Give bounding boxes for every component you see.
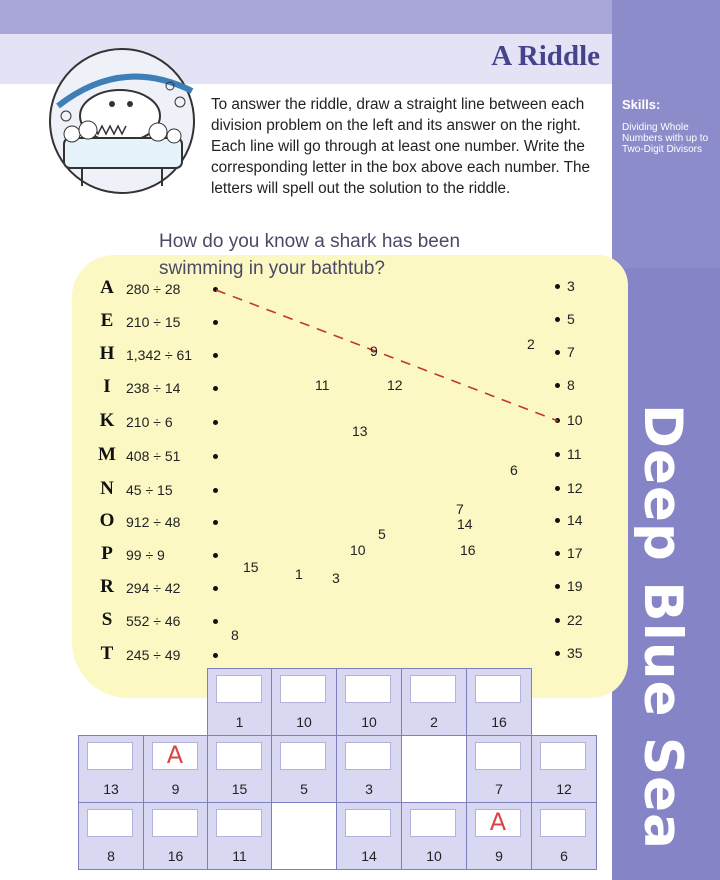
problem-expression: 45 ÷ 15 (126, 482, 173, 498)
cell-number: 6 (560, 848, 568, 864)
answer-value: 11 (567, 446, 582, 462)
scatter-number: 13 (352, 423, 368, 439)
problem-expression: 280 ÷ 28 (126, 281, 181, 297)
answer-cell[interactable] (207, 735, 272, 803)
filled-letter: A (489, 808, 507, 836)
scatter-number: 6 (510, 462, 518, 478)
answer-cell[interactable] (401, 802, 467, 870)
answer-cell[interactable] (531, 802, 597, 870)
scatter-number: 2 (527, 336, 535, 352)
cell-number: 15 (231, 781, 248, 797)
answer-cell[interactable] (78, 735, 144, 803)
problem-expression: 1,342 ÷ 61 (126, 347, 193, 363)
cell-number: 8 (107, 848, 115, 864)
word-gap-cell (401, 735, 467, 803)
answer-cell[interactable] (271, 668, 337, 736)
problem-letter: H (99, 343, 115, 364)
cell-number: 1 (235, 714, 244, 730)
cell-number: 13 (103, 781, 119, 797)
scatter-number: 10 (350, 542, 366, 558)
problem-expression: 912 ÷ 48 (126, 514, 181, 530)
answer-value: 35 (567, 645, 583, 661)
problem-expression: 210 ÷ 6 (126, 414, 173, 430)
letter-box[interactable] (87, 809, 133, 837)
page-title: A Riddle (491, 40, 600, 72)
letter-box[interactable] (216, 675, 262, 703)
problem-expression: 238 ÷ 14 (126, 380, 181, 396)
problem-expression: 408 ÷ 51 (126, 448, 181, 464)
answer-cell[interactable] (466, 802, 532, 870)
answer-cell[interactable] (466, 668, 532, 736)
cell-number: 2 (430, 714, 438, 730)
scatter-number: 15 (243, 559, 259, 575)
cell-number: 16 (167, 848, 184, 864)
answer-cell[interactable] (78, 802, 144, 870)
cell-number: 10 (426, 848, 442, 864)
problem-letter: A (100, 277, 114, 298)
letter-box[interactable] (280, 742, 326, 770)
riddle-question: How do you know a shark has been swimming in your bathtub? (159, 231, 461, 279)
letter-box[interactable] (475, 742, 521, 770)
cell-number: 3 (365, 781, 373, 797)
problem-letter: O (99, 510, 115, 531)
problem-letter: P (101, 543, 113, 564)
cell-number: 12 (556, 781, 572, 797)
letter-box[interactable] (87, 742, 133, 770)
letter-box[interactable] (345, 742, 391, 770)
answer-cell[interactable] (466, 735, 532, 803)
problem-expression: 245 ÷ 49 (126, 647, 181, 663)
problem-expression: 552 ÷ 46 (126, 613, 181, 629)
answer-cell[interactable] (336, 735, 402, 803)
scatter-number: 11 (315, 377, 330, 393)
answer-cell[interactable] (271, 735, 337, 803)
scatter-number: 5 (378, 526, 386, 542)
cell-number: 7 (495, 781, 503, 797)
skills-heading: Skills: (622, 97, 661, 112)
scatter-number: 3 (332, 570, 340, 586)
problem-letter: T (100, 643, 114, 664)
answer-cell[interactable] (143, 735, 208, 803)
scatter-number: 16 (460, 542, 476, 558)
cell-number: 16 (491, 714, 507, 730)
problem-letter: I (103, 376, 111, 397)
cell-number: 9 (171, 781, 180, 797)
answer-value: 12 (567, 480, 583, 496)
word-gap-cell (271, 802, 337, 870)
scatter-number: 8 (231, 627, 239, 643)
letter-box[interactable] (540, 809, 586, 837)
cell-number: 10 (361, 714, 377, 730)
filled-letter: A (166, 741, 184, 769)
scatter-number: 14 (457, 516, 473, 532)
answer-value: 7 (567, 344, 575, 360)
letter-box[interactable] (216, 809, 262, 837)
answer-value: 22 (567, 612, 583, 628)
answer-value: 19 (567, 578, 583, 594)
scatter-number: 12 (387, 377, 403, 393)
answer-value: 10 (567, 412, 583, 428)
problem-expression: 294 ÷ 42 (126, 580, 181, 596)
problem-letter: K (99, 410, 115, 431)
answer-cell[interactable] (336, 802, 402, 870)
answer-value: 3 (567, 278, 575, 294)
cell-number: 5 (300, 781, 308, 797)
answer-cell[interactable] (531, 735, 597, 803)
answer-cell[interactable] (207, 668, 272, 736)
scatter-number: 9 (370, 343, 378, 359)
cell-number: 11 (232, 848, 247, 864)
letter-box[interactable] (152, 809, 198, 837)
problem-letter: S (101, 609, 113, 630)
letter-box[interactable] (216, 742, 262, 770)
section-title: Deep Blue Sea (632, 404, 693, 850)
answer-value: 8 (567, 377, 575, 393)
problem-letter: E (100, 310, 114, 331)
cell-number: 9 (495, 848, 503, 864)
instructions: To answer the riddle, draw a straight line between each division problem on the left and its answer on the right. Each line will go through at least one number. Write the corresponding letter in the box above each number. The letters will spell out the solution to the riddle. (211, 96, 590, 197)
letter-box[interactable] (280, 675, 326, 703)
answer-cell[interactable] (401, 668, 467, 736)
answer-cell[interactable] (207, 802, 272, 870)
problem-letter: R (100, 576, 114, 597)
answer-cell[interactable] (336, 668, 402, 736)
problem-expression: 210 ÷ 15 (126, 314, 181, 330)
scatter-number: 1 (295, 566, 303, 582)
answer-value: 17 (567, 545, 583, 561)
cell-number: 10 (296, 714, 312, 730)
scatter-number: 7 (456, 501, 464, 517)
letter-box[interactable] (475, 675, 521, 703)
letter-box[interactable] (540, 742, 586, 770)
answer-value: 14 (567, 512, 583, 528)
letter-box[interactable] (410, 675, 456, 703)
cell-number: 14 (361, 848, 377, 864)
problem-expression: 99 ÷ 9 (126, 547, 165, 563)
letter-box[interactable] (410, 809, 456, 837)
letter-box[interactable] (345, 675, 391, 703)
problem-letter: M (98, 444, 116, 465)
answer-value: 5 (567, 311, 575, 327)
letter-box[interactable] (345, 809, 391, 837)
answer-cell[interactable] (143, 802, 208, 870)
problem-letter: N (100, 478, 114, 499)
skills-description: Dividing Whole Numbers with up to Two-Digit Divisors (622, 122, 709, 155)
